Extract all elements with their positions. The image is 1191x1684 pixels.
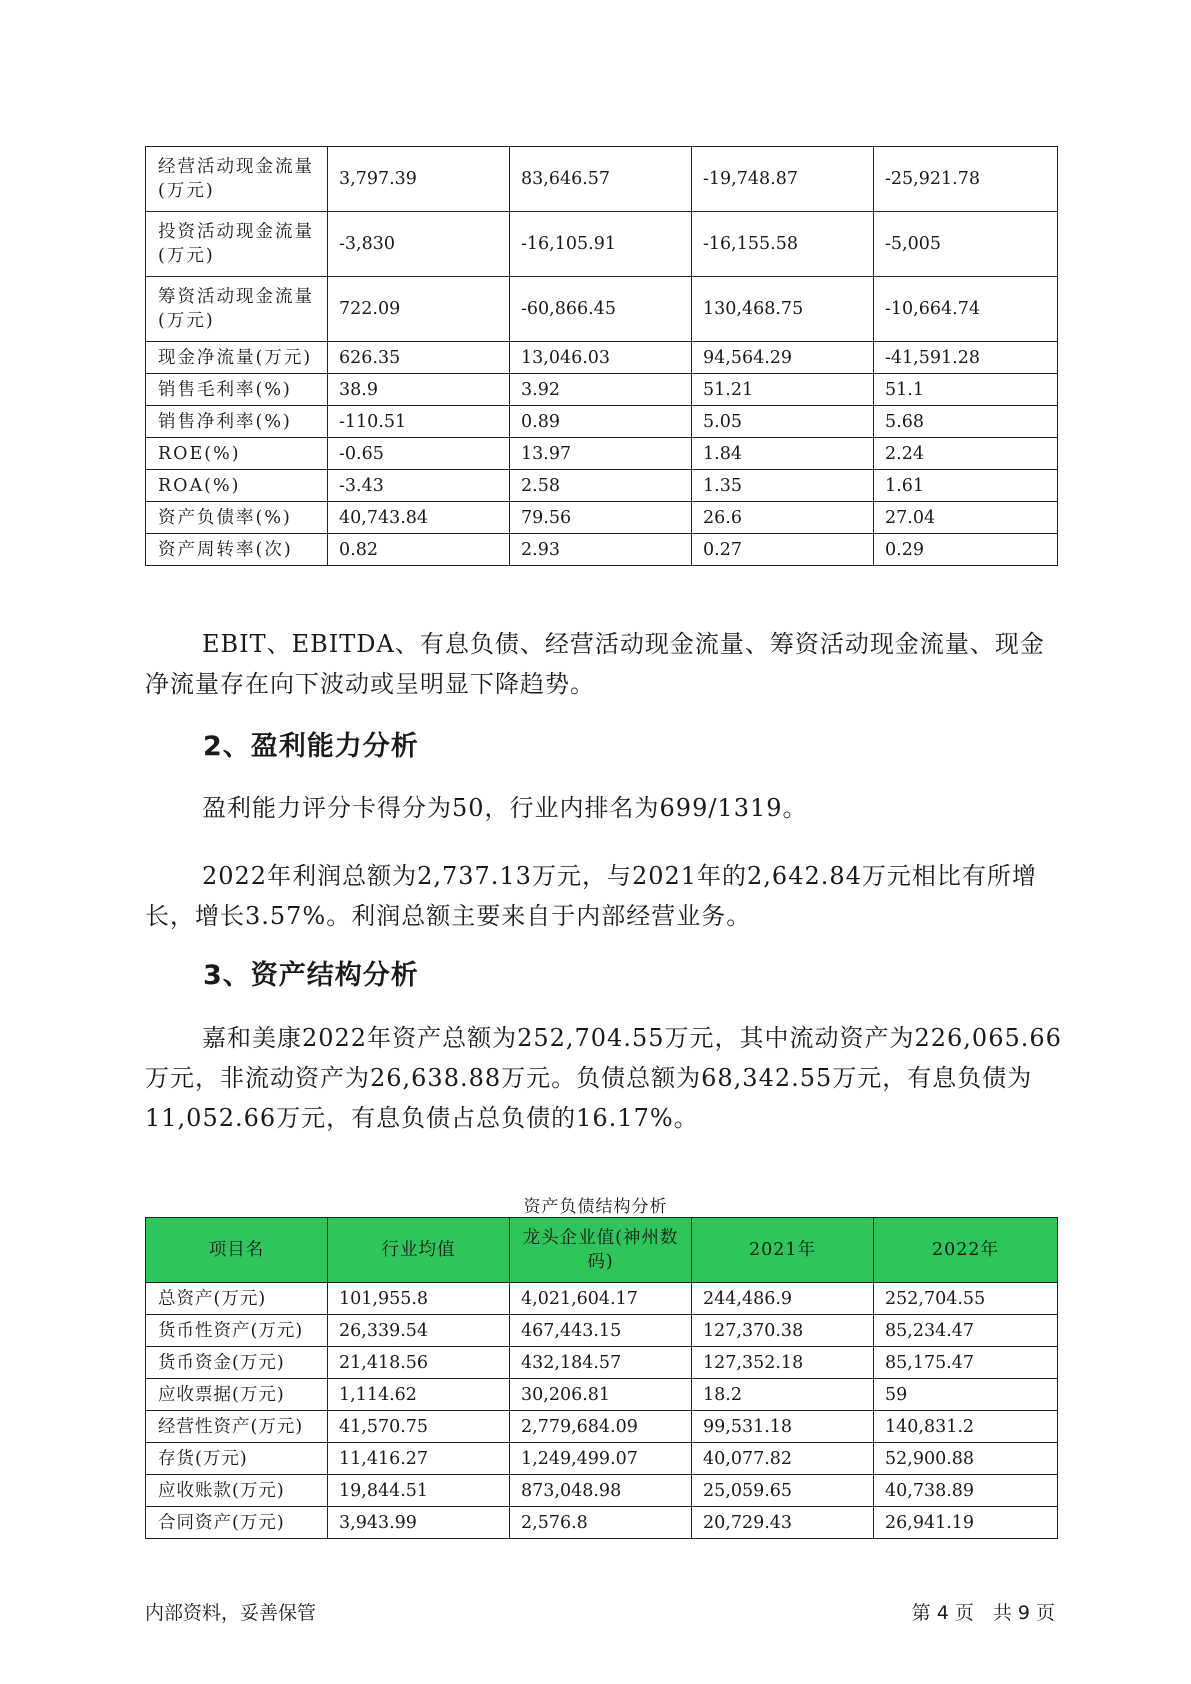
metrics-table: [145, 146, 1058, 566]
table-row: [146, 277, 1058, 342]
row-label: 销售净利率(%): [146, 406, 328, 438]
table-cell: 2.24: [874, 438, 1058, 470]
asset-structure-paragraph: 嘉和美康2022年资产总额为252,704.55万元，其中流动资产为226,065.66万元，非流动资产为26,638.88万元。负债总额为68,342.55万元，有息负债为11,052.66万元，有息负债占总负债的16.17%。: [145, 1024, 1062, 1132]
row-label-line1: 投资活动现金流量: [158, 222, 314, 242]
table-row: [146, 502, 1058, 534]
column-header: 行业均值: [328, 1218, 510, 1283]
footer-confidential-note: 内部资料，妥善保管: [145, 1602, 317, 1624]
footer-page-number: 第 4 页 共 9 页: [911, 1602, 1055, 1624]
table-row: [146, 1411, 1058, 1443]
table-cell: 51.21: [692, 374, 874, 406]
row-label: 合同资产(万元): [146, 1507, 328, 1539]
table-header-row: [146, 1218, 1058, 1283]
table-cell: 4,021,604.17: [510, 1283, 692, 1315]
table-cell: 13.97: [510, 438, 692, 470]
row-label: ROA(%): [146, 470, 328, 502]
row-label: 资产负债率(%): [146, 502, 328, 534]
table-row: [146, 1283, 1058, 1315]
table-cell: 11,416.27: [328, 1443, 510, 1475]
table-cell: 26.6: [692, 502, 874, 534]
row-label-line1: 筹资活动现金流量: [158, 287, 314, 307]
table-cell: 2,576.8: [510, 1507, 692, 1539]
table-cell: -19,748.87: [692, 147, 874, 212]
table-row: [146, 374, 1058, 406]
table-cell: -41,591.28: [874, 342, 1058, 374]
table-cell: 0.82: [328, 534, 510, 566]
table-row: [146, 1379, 1058, 1411]
column-header: 龙头企业值(神州数码): [510, 1218, 692, 1283]
table-cell: 140,831.2: [874, 1411, 1058, 1443]
table-row: [146, 1347, 1058, 1379]
row-label: [146, 147, 328, 212]
table-cell: 21,418.56: [328, 1347, 510, 1379]
table-cell: -10,664.74: [874, 277, 1058, 342]
column-header: 2022年: [874, 1218, 1058, 1283]
table-cell: -16,155.58: [692, 212, 874, 277]
column-header: 2021年: [692, 1218, 874, 1283]
table-cell: 30,206.81: [510, 1379, 692, 1411]
table-cell: 5.05: [692, 406, 874, 438]
table-cell: 40,077.82: [692, 1443, 874, 1475]
table-cell: 1,114.62: [328, 1379, 510, 1411]
table-cell: 127,370.38: [692, 1315, 874, 1347]
table-row: [146, 1507, 1058, 1539]
table-cell: 99,531.18: [692, 1411, 874, 1443]
table-cell: 85,234.47: [874, 1315, 1058, 1347]
table-cell: 59: [874, 1379, 1058, 1411]
table-row: [146, 342, 1058, 374]
profitability-score-paragraph: 盈利能力评分卡得分为50，行业内排名为699/1319。: [202, 794, 808, 822]
table-cell: -25,921.78: [874, 147, 1058, 212]
row-label: 现金净流量(万元): [146, 342, 328, 374]
table-cell: 20,729.43: [692, 1507, 874, 1539]
table-row: [146, 438, 1058, 470]
table-cell: -0.65: [328, 438, 510, 470]
row-label: 应收票据(万元): [146, 1379, 328, 1411]
table-cell: 2.58: [510, 470, 692, 502]
table-cell: 38.9: [328, 374, 510, 406]
table-cell: 19,844.51: [328, 1475, 510, 1507]
table-row: [146, 147, 1058, 212]
table-cell: 5.68: [874, 406, 1058, 438]
table-cell: -110.51: [328, 406, 510, 438]
table-row: [146, 212, 1058, 277]
table-row: [146, 1315, 1058, 1347]
table-cell: 85,175.47: [874, 1347, 1058, 1379]
row-label: 货币资金(万元): [146, 1347, 328, 1379]
row-label: [146, 212, 328, 277]
row-label-line2: (万元): [158, 181, 215, 201]
row-label-line1: 经营活动现金流量: [158, 157, 314, 177]
column-header: 项目名: [146, 1218, 328, 1283]
table-row: [146, 470, 1058, 502]
table-cell: 432,184.57: [510, 1347, 692, 1379]
table-cell: 244,486.9: [692, 1283, 874, 1315]
row-label: 销售毛利率(%): [146, 374, 328, 406]
table-cell: 52,900.88: [874, 1443, 1058, 1475]
row-label: 应收账款(万元): [146, 1475, 328, 1507]
table-cell: 0.89: [510, 406, 692, 438]
profit-total-paragraph: 2022年利润总额为2,737.13万元，与2021年的2,642.84万元相比有所增长，增长3.57%。利润总额主要来自于内部经营业务。: [145, 862, 1037, 930]
table-cell: 1.84: [692, 438, 874, 470]
table-row: [146, 406, 1058, 438]
table-cell: 127,352.18: [692, 1347, 874, 1379]
row-label: 存货(万元): [146, 1443, 328, 1475]
table-cell: 13,046.03: [510, 342, 692, 374]
table-row: [146, 1475, 1058, 1507]
table-cell: 0.27: [692, 534, 874, 566]
table-cell: 2,779,684.09: [510, 1411, 692, 1443]
table-cell: 94,564.29: [692, 342, 874, 374]
table-cell: 40,743.84: [328, 502, 510, 534]
section-heading-asset-structure: 3、资产结构分析: [203, 960, 419, 991]
table-cell: 130,468.75: [692, 277, 874, 342]
table-cell: 40,738.89: [874, 1475, 1058, 1507]
table-cell: -60,866.45: [510, 277, 692, 342]
table-cell: 3,797.39: [328, 147, 510, 212]
table-cell: -3,830: [328, 212, 510, 277]
table-cell: 873,048.98: [510, 1475, 692, 1507]
table-cell: 25,059.65: [692, 1475, 874, 1507]
table-cell: 83,646.57: [510, 147, 692, 212]
table-caption: 资产负债结构分析: [523, 1197, 668, 1217]
row-label-line2: (万元): [158, 246, 215, 266]
row-label: 货币性资产(万元): [146, 1315, 328, 1347]
table-row: [146, 1443, 1058, 1475]
table-cell: 1,249,499.07: [510, 1443, 692, 1475]
trend-paragraph: EBIT、EBITDA、有息负债、经营活动现金流量、筹资活动现金流量、现金净流量存在向下波动或呈明显下降趋势。: [145, 630, 1045, 698]
table-cell: 26,941.19: [874, 1507, 1058, 1539]
row-label: 总资产(万元): [146, 1283, 328, 1315]
table-cell: 26,339.54: [328, 1315, 510, 1347]
table-cell: 27.04: [874, 502, 1058, 534]
table-cell: 3,943.99: [328, 1507, 510, 1539]
table-cell: 51.1: [874, 374, 1058, 406]
asset-structure-table: [145, 1217, 1058, 1539]
table-row: [146, 534, 1058, 566]
row-label: 经营性资产(万元): [146, 1411, 328, 1443]
table-cell: 0.29: [874, 534, 1058, 566]
table-cell: 101,955.8: [328, 1283, 510, 1315]
table-cell: -5,005: [874, 212, 1058, 277]
table-cell: 1.61: [874, 470, 1058, 502]
section-heading-profitability: 2、盈利能力分析: [203, 731, 419, 762]
row-label: 资产周转率(次): [146, 534, 328, 566]
table-cell: -16,105.91: [510, 212, 692, 277]
row-label: ROE(%): [146, 438, 328, 470]
table-cell: 2.93: [510, 534, 692, 566]
table-cell: 3.92: [510, 374, 692, 406]
table-cell: -3.43: [328, 470, 510, 502]
table-cell: 252,704.55: [874, 1283, 1058, 1315]
row-label: [146, 277, 328, 342]
table-cell: 41,570.75: [328, 1411, 510, 1443]
table-cell: 1.35: [692, 470, 874, 502]
table-cell: 722.09: [328, 277, 510, 342]
table-cell: 467,443.15: [510, 1315, 692, 1347]
table-cell: 18.2: [692, 1379, 874, 1411]
table-cell: 626.35: [328, 342, 510, 374]
row-label-line2: (万元): [158, 311, 215, 331]
table-cell: 79.56: [510, 502, 692, 534]
